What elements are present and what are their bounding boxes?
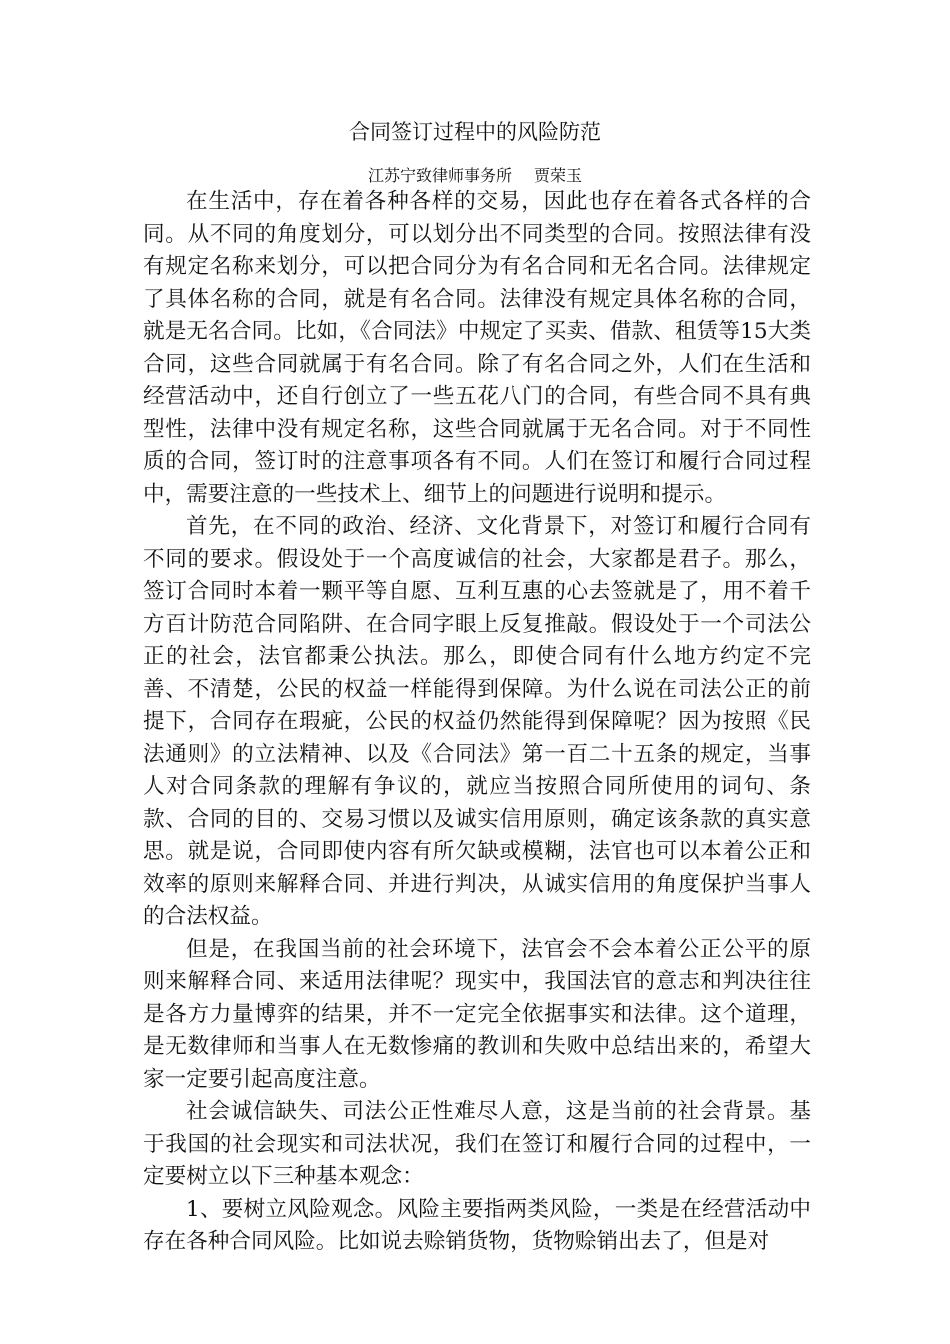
document-body [143,186,811,1259]
paragraph-2: 首先，在不同的政治、经济、文化背景下，对签订和履行合同有不同的要求。假设处于一个高度诚信的社会，大家都是君子。那么，签订合同时本着一颗平等自愿、互利互惠的心去签就是了，用不着千方百计防范合同陷阱、在合同字眼上反复推敲。假设处于一个司法公正的社会，法官都秉公执法。那么，即使合同有什么地方约定不完善、不清楚，公民的权益一样能得到保障。为什么说在司法公正的前提下，合同存在瑕疵，公民的权益仍然能得到保障呢？因为按照《民法通则》的立法精神、以及《合同法》第一百二十五条的规定，当事人对合同条款的理解有争议的，就应当按照合同所使用的词句、条款、合同的目的、交易习惯以及诚实信用原则，确定该条款的真实意思。就是说，合同即使内容有所欠缺或模糊，法官也可以本着公正和效率的原则来解释合同、并进行判决，从诚实信用的角度保护当事人的合法权益。 [143,514,811,929]
paragraph-3: 但是，在我国当前的社会环境下，法官会不会本着公正公平的原则来解释合同、来适用法律呢？现实中，我国法官的意志和判决往往是各方力量博弈的结果，并不一定完全依据事实和法律。这个道理，是无数律师和当事人在无数惨痛的教训和失败中总结出来的，希望大家一定要引起高度注意。 [143,936,811,1092]
author-name: 贾荣玉 [534,166,583,185]
paragraph-5: 1、要树立风险观念。风险主要指两类风险，一类是在经营活动中存在各种合同风险。比如说去赊销货物，货物赊销出去了，但是对 [143,1196,811,1254]
document-title: 合同签订过程中的风险防范 [349,120,601,144]
paragraph-4: 社会诚信缺失、司法公正性难尽人意，这是当前的社会背景。基于我国的社会现实和司法状况，我们在签订和履行合同的过程中，一定要树立以下三种基本观念： [143,1099,811,1189]
author-byline [0,165,950,187]
paragraph-1: 在生活中，存在着各种各样的交易，因此也存在着各式各样的合同。从不同的角度划分，可以划分出不同类型的合同。按照法律有没有规定名称来划分，可以把合同分为有名合同和无名合同。法律规定了具体名称的合同，就是有名合同。法律没有规定具体名称的合同，就是无名合同。比如，《合同法》中规定了买卖、借款、租赁等15大类合同，这些合同就属于有名合同。除了有名合同之外，人们在生活和经营活动中，还自行创立了一些五花八门的合同，有些合同不具有典型性，法律中没有规定名称，这些合同就属于无名合同。对于不同性质的合同，签订时的注意事项各有不同。人们在签订和履行合同过程中，需要注意的一些技术上、细节上的问题进行说明和提示。 [143,189,811,507]
author-org: 江苏宁致律师事务所 [367,166,512,185]
